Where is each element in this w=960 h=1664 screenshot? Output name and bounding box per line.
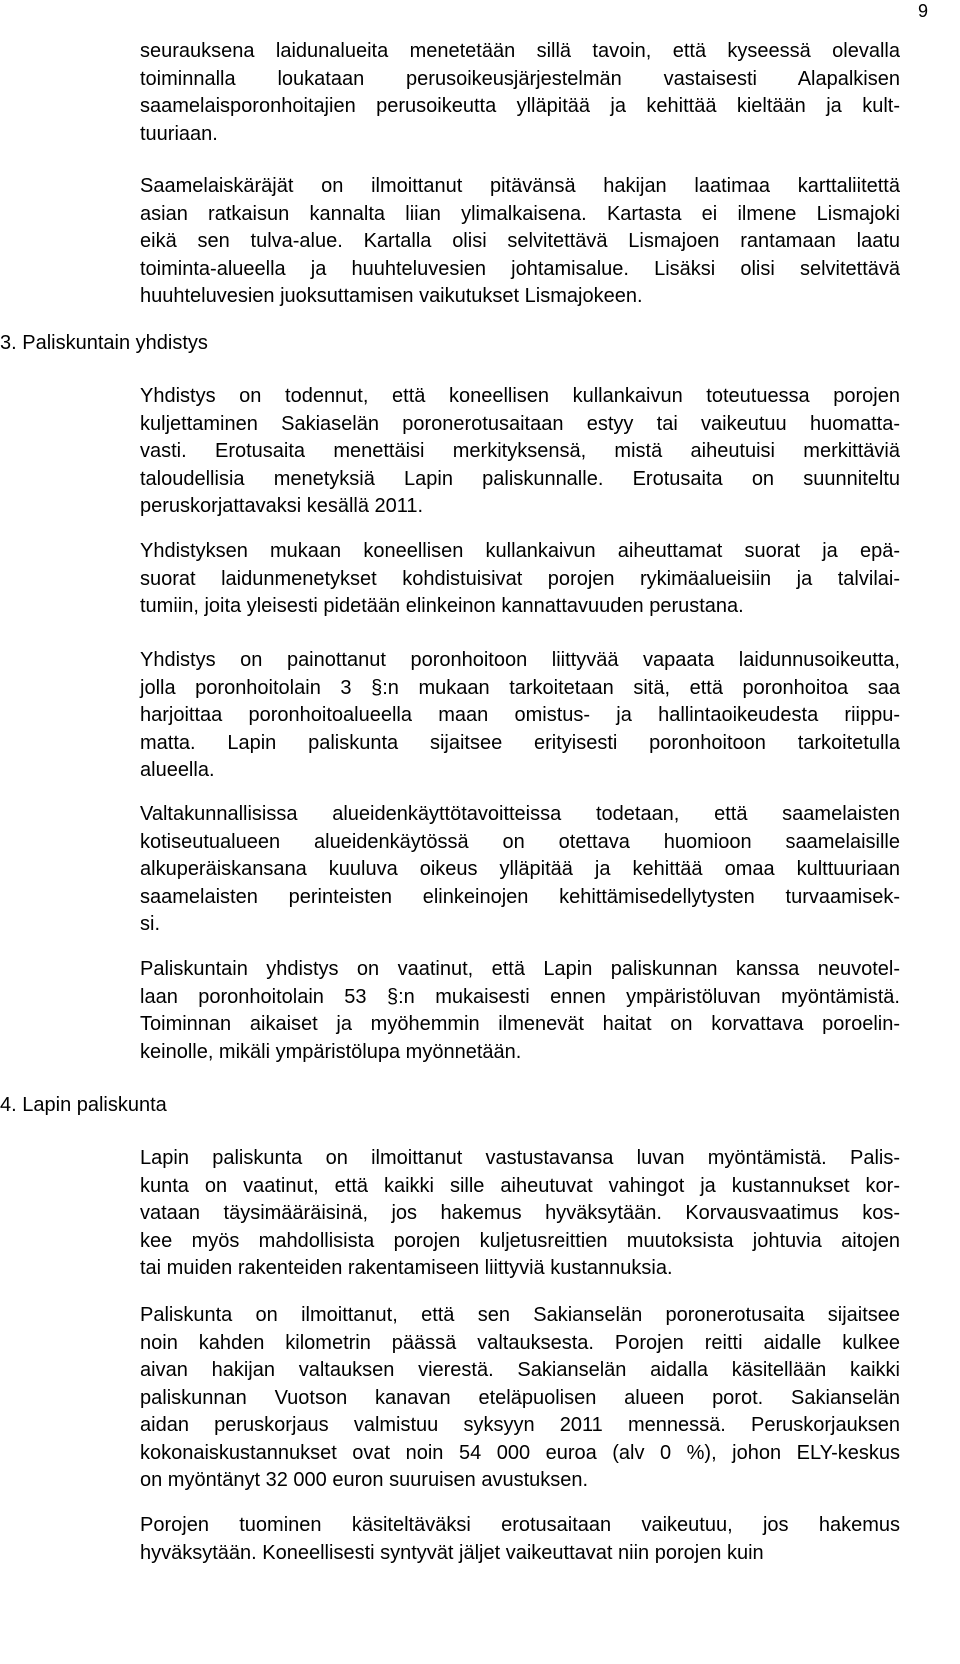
text-line: tai muiden rakenteiden rakentamiseen liittyviä kustannuksia. xyxy=(140,1257,673,1279)
text-line: kunta on vaatinut, että kaikki sille aiheutuvat vahingot ja kustannukset kor- xyxy=(140,1174,900,1197)
text-line: Saamelaiskäräjät on ilmoittanut pitävänsä hakijan laatimaa karttaliitettä xyxy=(140,175,900,197)
text-line: suorat laidunmenetykset kohdistuisivat porojen rykimäalueisiin ja talvilai- xyxy=(140,567,900,590)
paragraph xyxy=(140,1145,900,1283)
text-line: Porojen tuominen käsiteltäväksi erotusaitaan vaikeutuu, jos hakemus xyxy=(140,1514,900,1536)
section-title: Lapin paliskunta xyxy=(22,1094,167,1116)
text-line: alueella. xyxy=(140,759,215,781)
text-line: huuhteluvesien juoksuttamisen vaikutukset Lismajokeen. xyxy=(140,285,643,307)
text-line: tumiin, joita yleisesti pidetään elinkeinon kannattavuuden perustana. xyxy=(140,595,744,617)
text-line: Lapin paliskunta on ilmoittanut vastustavansa luvan myöntämistä. Palis- xyxy=(140,1147,900,1169)
text-line: aidan peruskorjaus valmistuu syksyyn 2011 mennessä. Peruskorjauksen xyxy=(140,1414,900,1436)
text-line: tuuriaan. xyxy=(140,122,218,145)
paragraph xyxy=(140,173,900,311)
paragraph xyxy=(140,647,900,785)
section-number: 3. xyxy=(0,332,17,354)
text-line: vataan täysimääräisinä, jos hakemus hyväksytään. Korvausvaatimus kos- xyxy=(140,1202,900,1224)
section-heading-4 xyxy=(0,1091,167,1119)
text-line: seurauksena laidunalueita menetetään sillä tavoin, että kyseessä olevalla xyxy=(140,40,900,62)
paragraph xyxy=(140,956,900,1066)
text-line: kee myös mahdollisista porojen kuljetusreittien muutoksista johtuvia aitojen xyxy=(140,1229,900,1252)
text-line: Valtakunnallisissa alueidenkäyttötavoitteissa todetaan, että saamelaisten xyxy=(140,803,900,825)
text-line: Yhdistys on painottanut poronhoitoon liittyvää vapaata laidunnusoikeutta, xyxy=(140,649,900,671)
paragraph xyxy=(140,1302,900,1495)
text-line: kotiseutualueen alueidenkäytössä on otettava huomioon saamelaisille xyxy=(140,830,900,853)
text-line: jolla poronhoitolain 3 §:n mukaan tarkoitetaan sitä, että poronhoitoa saa xyxy=(140,676,900,699)
text-line: kokonaiskustannukset ovat noin 54 000 euroa (alv 0 %), johon ELY-keskus xyxy=(140,1441,900,1464)
text-line: Toiminnan aikaiset ja myöhemmin ilmenevät haitat on korvattava poroelin- xyxy=(140,1013,900,1035)
text-line: Yhdistyksen mukaan koneellisen kullankaivun aiheuttamat suorat ja epä- xyxy=(140,540,900,562)
page-number: 9 xyxy=(918,1,929,21)
text-line: harjoittaa poronhoitoalueella maan omistus- ja hallintaoikeudesta riippu- xyxy=(140,704,900,726)
text-line: on myöntänyt 32 000 euron suuruisen avustuksen. xyxy=(140,1469,589,1491)
text-line: asian ratkaisun kannalta liian ylimalkaisena. Kartasta ei ilmene Lismajoki xyxy=(140,202,900,225)
text-line: aivan hakijan valtauksen vierestä. Sakianselän aidalla käsitellään kaikki xyxy=(140,1359,900,1381)
paragraph xyxy=(140,538,900,621)
text-line: saamelaisten perinteisten elinkeinojen kehittämisedellytysten turvaamisek- xyxy=(140,885,900,908)
text-line: keinolle, mikäli ympäristölupa myönnetään. xyxy=(140,1040,522,1063)
text-line: noin kahden kilometrin päässä valtauksesta. Porojen reitti aidalle kulkee xyxy=(140,1331,900,1354)
text-line: Yhdistys on todennut, että koneellisen kullankaivun toteutuessa porojen xyxy=(140,385,900,407)
text-line: Paliskunta on ilmoittanut, että sen Sakianselän poronerotusaita sijaitsee xyxy=(140,1304,900,1326)
section-title: Paliskuntain yhdistys xyxy=(22,332,208,354)
text-line: hyväksytään. Koneellisesti syntyvät jäljet vaikeuttavat niin porojen kuin xyxy=(140,1541,764,1564)
paragraph xyxy=(140,1512,900,1567)
text-line: eikä sen tulva-alue. Kartalla olisi selvitettävä Lismajoen rantamaan laatu xyxy=(140,230,900,252)
text-line: saamelaisporonhoitajien perusoikeutta ylläpitää ja kehittää kieltään ja kult- xyxy=(140,95,900,117)
text-line: vasti. Erotusaita menettäisi merkityksensä, mistä aiheutuisi merkittäviä xyxy=(140,440,900,462)
paragraph xyxy=(140,38,900,148)
section-heading-3 xyxy=(0,329,208,357)
text-line: alkuperäiskansana kuuluva oikeus ylläpitää ja kehittää omaa kulttuuriaan xyxy=(140,858,900,880)
text-line: toiminta-alueella ja huuhteluvesien johtamisalue. Lisäksi olisi selvitettävä xyxy=(140,257,900,280)
text-line: kuljettaminen Sakiaselän poronerotusaitaan estyy tai vaikeutuu huomatta- xyxy=(140,412,900,435)
section-number: 4. xyxy=(0,1094,17,1116)
text-line: toiminnalla loukataan perusoikeusjärjestelmän vastaisesti Alapalkisen xyxy=(140,67,900,90)
text-line: peruskorjattavaksi kesällä 2011. xyxy=(140,495,424,517)
text-line: laan poronhoitolain 53 §:n mukaisesti ennen ympäristöluvan myöntämistä. xyxy=(140,985,900,1008)
text-line: paliskunnan Vuotson kanavan eteläpuolisen alueen porot. Sakianselän xyxy=(140,1386,900,1409)
text-line: si. xyxy=(140,913,160,935)
paragraph xyxy=(140,383,900,521)
text-line: taloudellisia menetyksiä Lapin paliskunnalle. Erotusaita on suunniteltu xyxy=(140,467,900,490)
text-line: matta. Lapin paliskunta sijaitsee erityisesti poronhoitoon tarkoitetulla xyxy=(140,731,900,754)
paragraph xyxy=(140,801,900,939)
text-line: Paliskuntain yhdistys on vaatinut, että Lapin paliskunnan kanssa neuvotel- xyxy=(140,958,900,980)
